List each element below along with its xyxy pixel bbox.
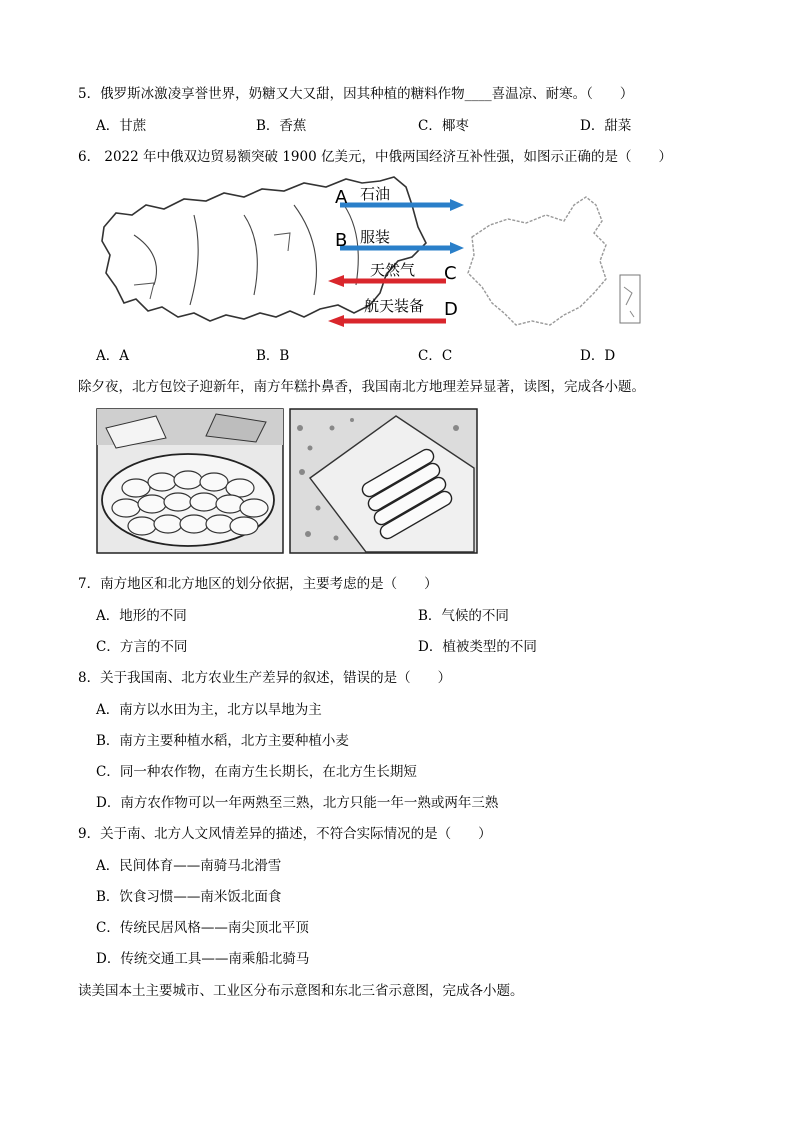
q9-option-d[interactable]: D．传统交通工具——南乘船北骑马	[96, 951, 310, 967]
q7-option-b[interactable]: B．气候的不同	[418, 608, 509, 624]
arrow-b-label: 服装	[360, 228, 391, 246]
q7-option-a[interactable]: A．地形的不同	[96, 608, 187, 624]
q5-option-c[interactable]: C．椰枣	[418, 118, 469, 134]
intro-north-south: 除夕夜，北方包饺子迎新年，南方年糕扑鼻香，我国南北方地理差异显著，读图，完成各小题。	[78, 379, 645, 395]
q9-option-a[interactable]: A．民间体育——南骑马北滑雪	[96, 858, 282, 874]
food-images-figure	[96, 408, 478, 554]
arrow-a-label: 石油	[360, 185, 391, 203]
arrow-a	[340, 199, 464, 211]
arrow-d	[328, 315, 446, 327]
q9-option-c[interactable]: C．传统民居风格——南尖顶北平顶	[96, 920, 309, 936]
q6-option-c[interactable]: C．C	[418, 348, 453, 364]
q9-stem: 9．关于南、北方人文风情差异的描述，不符合实际情况的是（ ）	[78, 826, 492, 842]
arrow-d-letter: D	[444, 299, 458, 320]
intro-usa-northeast: 读美国本土主要城市、工业区分布示意图和东北三省示意图，完成各小题。	[78, 983, 524, 999]
arrow-b-letter: B	[335, 230, 348, 251]
china-map	[468, 197, 606, 325]
trade-map-figure	[94, 175, 646, 333]
q8-option-c[interactable]: C．同一种农作物，在南方生长期长，在北方生长期短	[96, 764, 417, 780]
arrow-c-label: 天然气	[370, 261, 416, 279]
q6-option-b[interactable]: B．B	[256, 348, 290, 364]
q8-option-b[interactable]: B．南方主要种植水稻，北方主要种植小麦	[96, 733, 349, 749]
arrow-c-letter: C	[444, 263, 457, 284]
q5-option-a[interactable]: A．甘蔗	[96, 118, 147, 134]
rice-cake-image	[290, 409, 477, 553]
q6-option-d[interactable]: D．D	[580, 348, 616, 364]
arrow-d-label: 航天装备	[364, 297, 425, 315]
q7-option-d[interactable]: D．植被类型的不同	[418, 639, 537, 655]
q5-stem: 5．俄罗斯冰激凌享誉世界，奶糖又大又甜，因其种植的糖料作物____喜温凉、耐寒。（ ）	[78, 86, 634, 102]
q9-option-b[interactable]: B．饮食习惯——南米饭北面食	[96, 889, 282, 905]
dumplings-image	[97, 409, 283, 553]
q5-option-d[interactable]: D．甜菜	[580, 118, 632, 134]
q6-option-a[interactable]: A．A	[96, 348, 129, 364]
q7-stem: 7．南方地区和北方地区的划分依据，主要考虑的是（ ）	[78, 576, 438, 592]
q5-option-b[interactable]: B．香蕉	[256, 118, 307, 134]
q7-option-c[interactable]: C．方言的不同	[96, 639, 188, 655]
q8-option-a[interactable]: A．南方以水田为主，北方以旱地为主	[96, 702, 322, 718]
arrow-a-letter: A	[335, 187, 348, 208]
q8-stem: 8．关于我国南、北方农业生产差异的叙述，错误的是（ ）	[78, 670, 452, 686]
q8-option-d[interactable]: D．南方农作物可以一年两熟至三熟，北方只能一年一熟或两年三熟	[96, 795, 499, 811]
q6-stem: 6． 2022 年中俄双边贸易额突破 1900 亿美元，中俄两国经济互补性强，如图示正确的是（ ）	[78, 149, 672, 165]
